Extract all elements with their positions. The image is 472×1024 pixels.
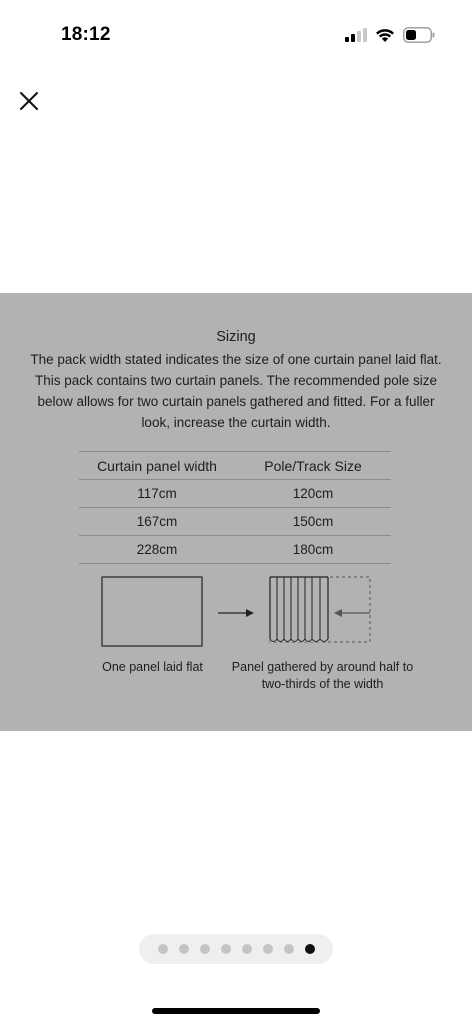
sizing-description: The pack width stated indicates the size of one curtain panel laid flat. This pack contains two curtain panels. The recommended pole size below allows for two curtain panels gathered and fitted. For a fuller look, increase the curtain width.: [30, 352, 442, 430]
page-dot[interactable]: [179, 944, 189, 954]
table-cell: 228cm: [136, 542, 178, 557]
status-bar: [0, 0, 472, 70]
battery-icon: [403, 27, 436, 43]
page-dot[interactable]: [242, 944, 252, 954]
page-dot-active[interactable]: [305, 944, 315, 954]
table-cell: 167cm: [136, 514, 178, 529]
gathered-panel-illustration: [270, 577, 370, 642]
sizing-title: Sizing: [216, 329, 256, 345]
cellular-signal-icon: [345, 28, 367, 42]
table-cell: 150cm: [292, 514, 334, 529]
table-row: [79, 508, 391, 536]
page-dot[interactable]: [158, 944, 168, 954]
caption-gathered: Panel gathered by around half to two-thirds of the width: [231, 660, 414, 691]
caption-flat: One panel laid flat: [102, 660, 203, 674]
status-time: 18:12: [61, 24, 111, 45]
status-icons: [345, 25, 436, 45]
arrow-left-icon: [334, 609, 370, 617]
page-dot[interactable]: [263, 944, 273, 954]
wifi-icon: [375, 28, 395, 43]
column-header: Pole/Track Size: [264, 457, 362, 474]
page-dot[interactable]: [284, 944, 294, 954]
home-indicator[interactable]: [152, 1008, 320, 1014]
arrow-right-icon: [218, 609, 254, 617]
page-indicator[interactable]: [139, 934, 333, 964]
sizing-image[interactable]: [0, 293, 472, 731]
table-cell: 117cm: [137, 486, 177, 501]
table-cell: 180cm: [292, 542, 334, 557]
table-row: [79, 480, 391, 508]
table-row: [79, 536, 391, 564]
size-table: [79, 451, 391, 564]
close-icon: [19, 91, 39, 111]
flat-panel-illustration: [102, 577, 202, 646]
column-header: Curtain panel width: [97, 457, 217, 474]
table-header-row: [79, 451, 391, 480]
page-dot[interactable]: [221, 944, 231, 954]
page-dot[interactable]: [200, 944, 210, 954]
close-button[interactable]: [14, 86, 44, 116]
table-cell: 120cm: [292, 486, 334, 501]
